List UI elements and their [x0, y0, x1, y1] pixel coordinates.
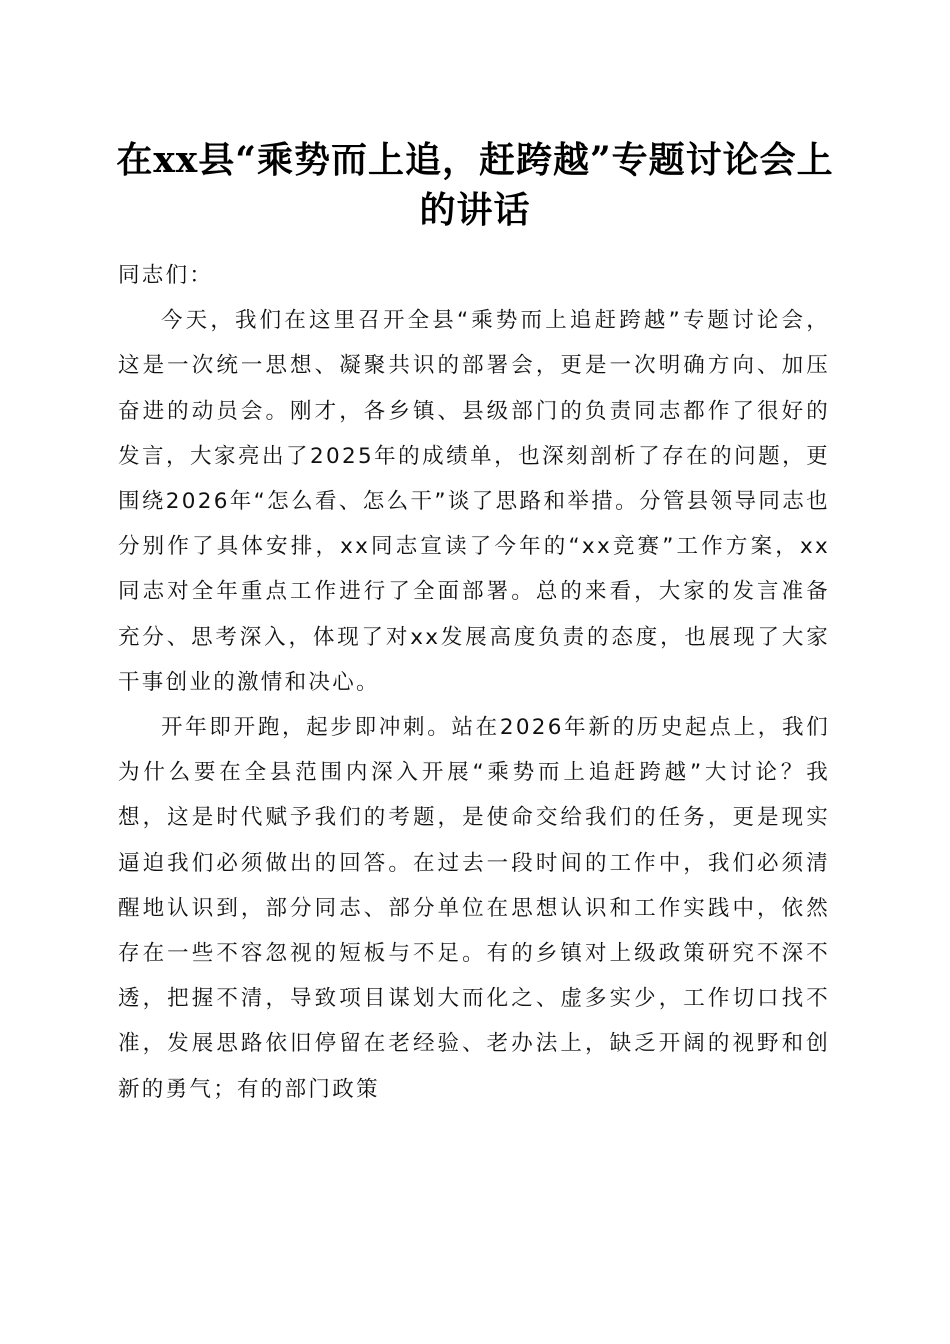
paragraph-2: 开年即开跑，起步即冲刺。站在2026年新的历史起点上，我们为什么要在全县范围内深入开展“乘势而上追赶跨越”大讨论？我想，这是时代赋予我们的考题，是使命交给我们的任务，更是现实逼迫我们必须做出的回答。在过去一段时间的工作中，我们必须清醒地认识到，部分同志、部分单位在思想认识和工作实践中，依然存在一些不容忽视的短板与不足。有的乡镇对上级政策研究不深不透，把握不清，导致项目谋划大而化之、虚多实少，工作切口找不准，发展思路依旧停留在老经验、老办法上，缺乏开阔的视野和创新的勇气；有的部门政策 [118, 715, 830, 1102]
paragraph-1: 今天，我们在这里召开全县“乘势而上追赶跨越”专题讨论会，这是一次统一思想、凝聚共识的部署会，更是一次明确方向、加压奋进的动员会。刚才，各乡镇、县级部门的负责同志都作了很好的发言，大家亮出了2025年的成绩单，也深刻剖析了存在的问题，更围绕2026年“怎么看、怎么干”谈了思路和举措。分管县领导同志也分别作了具体安排，xx同志宣读了今年的“xx竞赛”工作方案，xx同志对全年重点工作进行了全面部署。总的来看，大家的发言准备充分、思考深入，体现了对xx发展高度负责的态度，也展现了大家干事创业的激情和决心。 [118, 308, 830, 695]
document-title: 在xx县“乘势而上追，赶跨越”专题讨论会上的讲话 [116, 139, 834, 231]
document-body [118, 253, 830, 1112]
salutation: 同志们： [118, 263, 214, 288]
